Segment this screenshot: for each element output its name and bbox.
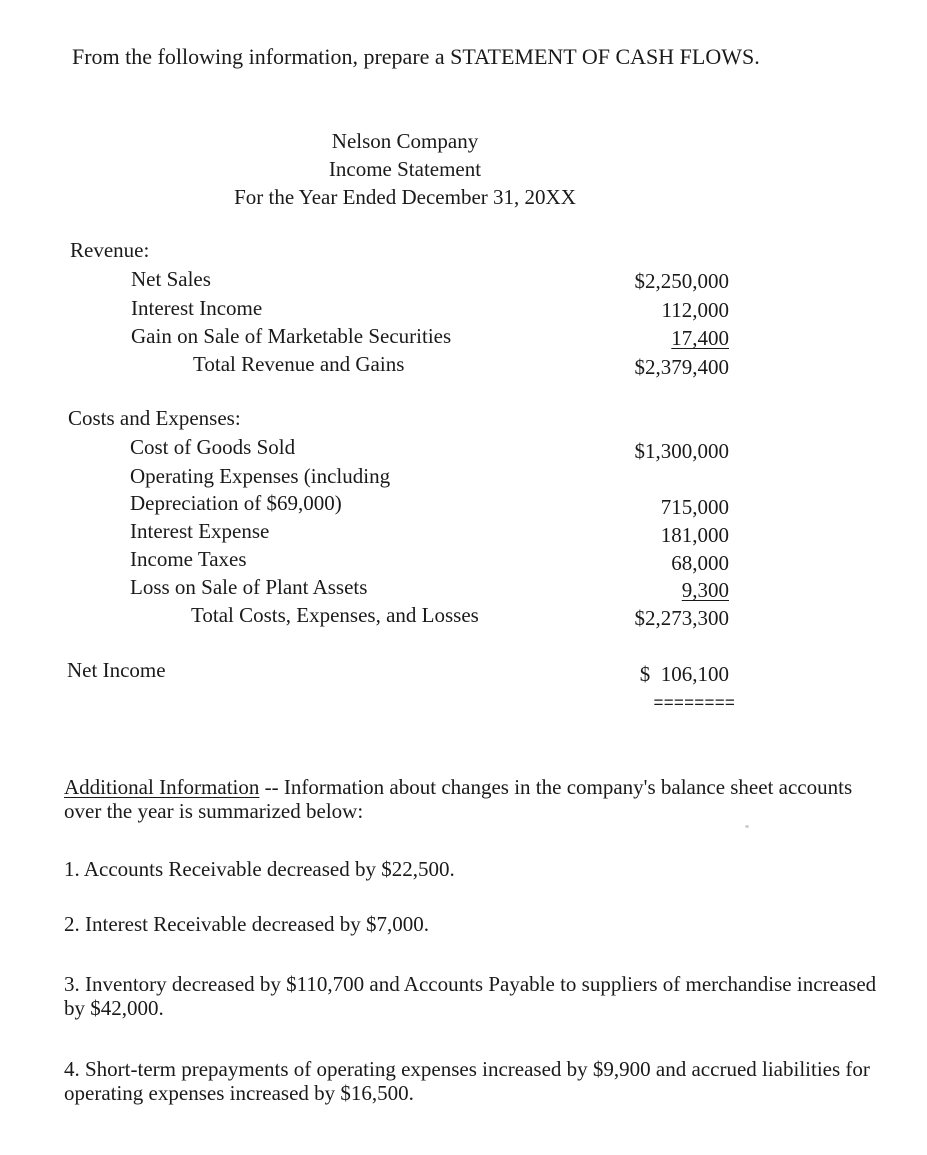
net-income-label: Net Income [67, 658, 166, 682]
company-name: Nelson Company [331, 129, 479, 153]
revenue-item-label: Net Sales [131, 267, 211, 291]
instruction-text: From the following information, prepare a STATEMENT OF CASH FLOWS. [72, 44, 760, 69]
revenue-heading: Revenue: [70, 238, 150, 262]
additional-item: 4. Short-term prepayments of operating expenses increased by $9,900 and accrued liabilities for operating expenses increased by $16,500. [64, 1057, 870, 1105]
cost-item-amount: 181,000 [660, 523, 729, 547]
scan-speck [745, 825, 749, 828]
cost-item-label-line1: Operating Expenses (including [130, 464, 391, 488]
additional-item: 1. Accounts Receivable decreased by $22,500. [64, 857, 455, 881]
revenue-item-label: Gain on Sale of Marketable Securities [131, 324, 452, 348]
cost-item-label: Cost of Goods Sold [130, 435, 296, 459]
statement-title: Income Statement [328, 157, 482, 181]
costs-total-label: Total Costs, Expenses, and Losses [191, 603, 479, 627]
additional-item: 3. Inventory decreased by $110,700 and Accounts Payable to suppliers of merchandise increased by $42,000. [64, 972, 877, 1020]
cost-item-amount: 715,000 [660, 495, 729, 519]
additional-info-intro: -- Information about changes in the company's balance sheet accounts over the year is summarized below: [64, 775, 853, 823]
costs-heading: Costs and Expenses: [68, 406, 241, 430]
costs-total-amount: $2,273,300 [634, 606, 729, 630]
statement-period: For the Year Ended December 31, 20XX [234, 185, 576, 209]
cost-item-label: Interest Expense [130, 519, 270, 543]
revenue-total-amount: $2,379,400 [634, 355, 729, 379]
revenue-item-amount: $2,250,000 [634, 269, 729, 293]
additional-info-heading: Additional Information [64, 775, 260, 799]
cost-item-amount: 9,300 [681, 578, 729, 602]
net-income-amount: $ 106,100 [639, 662, 729, 686]
cost-item-amount: 68,000 [671, 551, 729, 575]
revenue-total-label: Total Revenue and Gains [193, 352, 405, 376]
cost-item-label: Income Taxes [130, 547, 247, 571]
cost-item-amount: $1,300,000 [634, 439, 729, 463]
revenue-item-amount: 112,000 [661, 298, 729, 322]
revenue-item-label: Interest Income [131, 296, 263, 320]
revenue-item-amount: 17,400 [671, 326, 729, 350]
cost-item-label: Loss on Sale of Plant Assets [130, 575, 368, 599]
additional-item: 2. Interest Receivable decreased by $7,000. [64, 912, 430, 936]
cost-item-label-line2: Depreciation of $69,000) [130, 491, 342, 515]
net-income-double-underline: ======== [653, 695, 735, 714]
additional-info-paragraph [64, 775, 884, 823]
